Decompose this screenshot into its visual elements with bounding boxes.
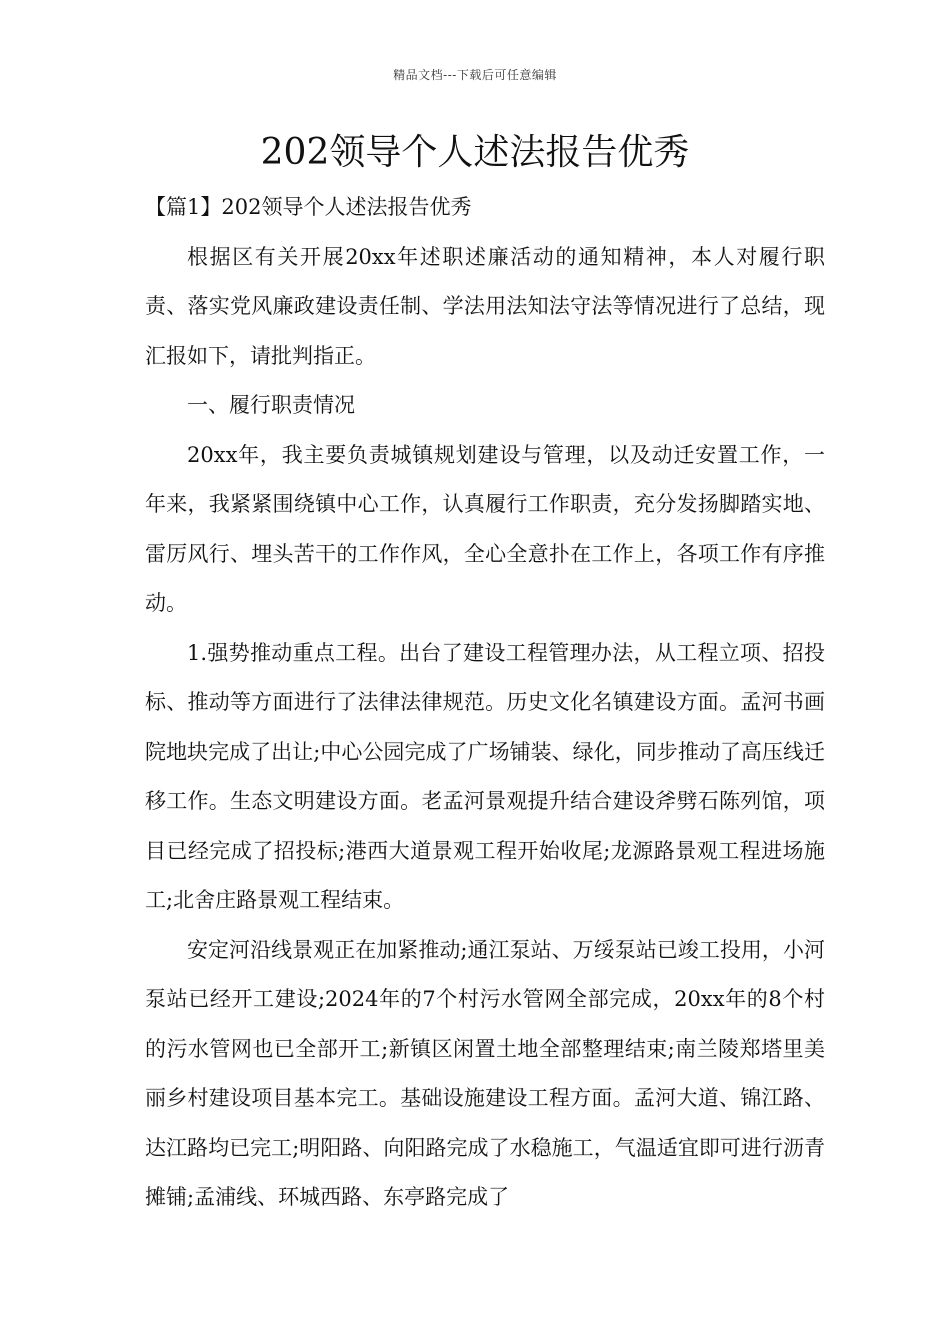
section-subtitle: 【篇1】202领导个人述法报告优秀 (145, 195, 472, 219)
paragraph: 安定河沿线景观正在加紧推动;通江泵站、万绥泵站已竣工投用，小河泵站已经开工建设;2024年的7个村污水管网全部完成，20xx年的8个村的污水管网也已全部开工;新镇区闲置土地全部整理结束;南兰陵郑塔里美丽乡村建设项目基本完工。基础设施建设工程方面。孟河大道、锦江路、达江路均已完工;明阳路、向阳路完成了水稳施工，气温适宜即可进行沥青摊铺;孟浦线、环城西路、东亭路完成了 (145, 937, 825, 1209)
paragraph: 根据区有关开展20xx年述职述廉活动的通知精神，本人对履行职责、落实党风廉政建设责任制、学法用法知法守法等情况进行了总结，现汇报如下，请批判指正。 (145, 244, 825, 368)
paragraph: 20xx年，我主要负责城镇规划建设与管理，以及动迁安置工作，一年来，我紧紧围绕镇中心工作，认真履行工作职责，充分发扬脚踏实地、雷厉风行、埋头苦干的工作作风，全心全意扑在工作上，各项工作有序推动。 (145, 442, 825, 615)
paragraph: 1.强势推动重点工程。出台了建设工程管理办法，从工程立项、招投标、推动等方面进行了法律法律规范。历史文化名镇建设方面。孟河书画院地块完成了出让;中心公园完成了广场铺装、绿化，同步推动了高压线迁移工作。生态文明建设方面。老孟河景观提升结合建设斧劈石陈列馆，项目已经完成了招投标;港西大道景观工程开始收尾;龙源路景观工程进场施工;北舍庄路景观工程结束。 (145, 640, 825, 912)
document-body (145, 183, 825, 1223)
header-note: 精品文档---下载后可任意编辑 (393, 68, 557, 82)
section-heading: 一、履行职责情况 (187, 393, 355, 417)
document-title: 202领导个人述法报告优秀 (260, 132, 690, 173)
